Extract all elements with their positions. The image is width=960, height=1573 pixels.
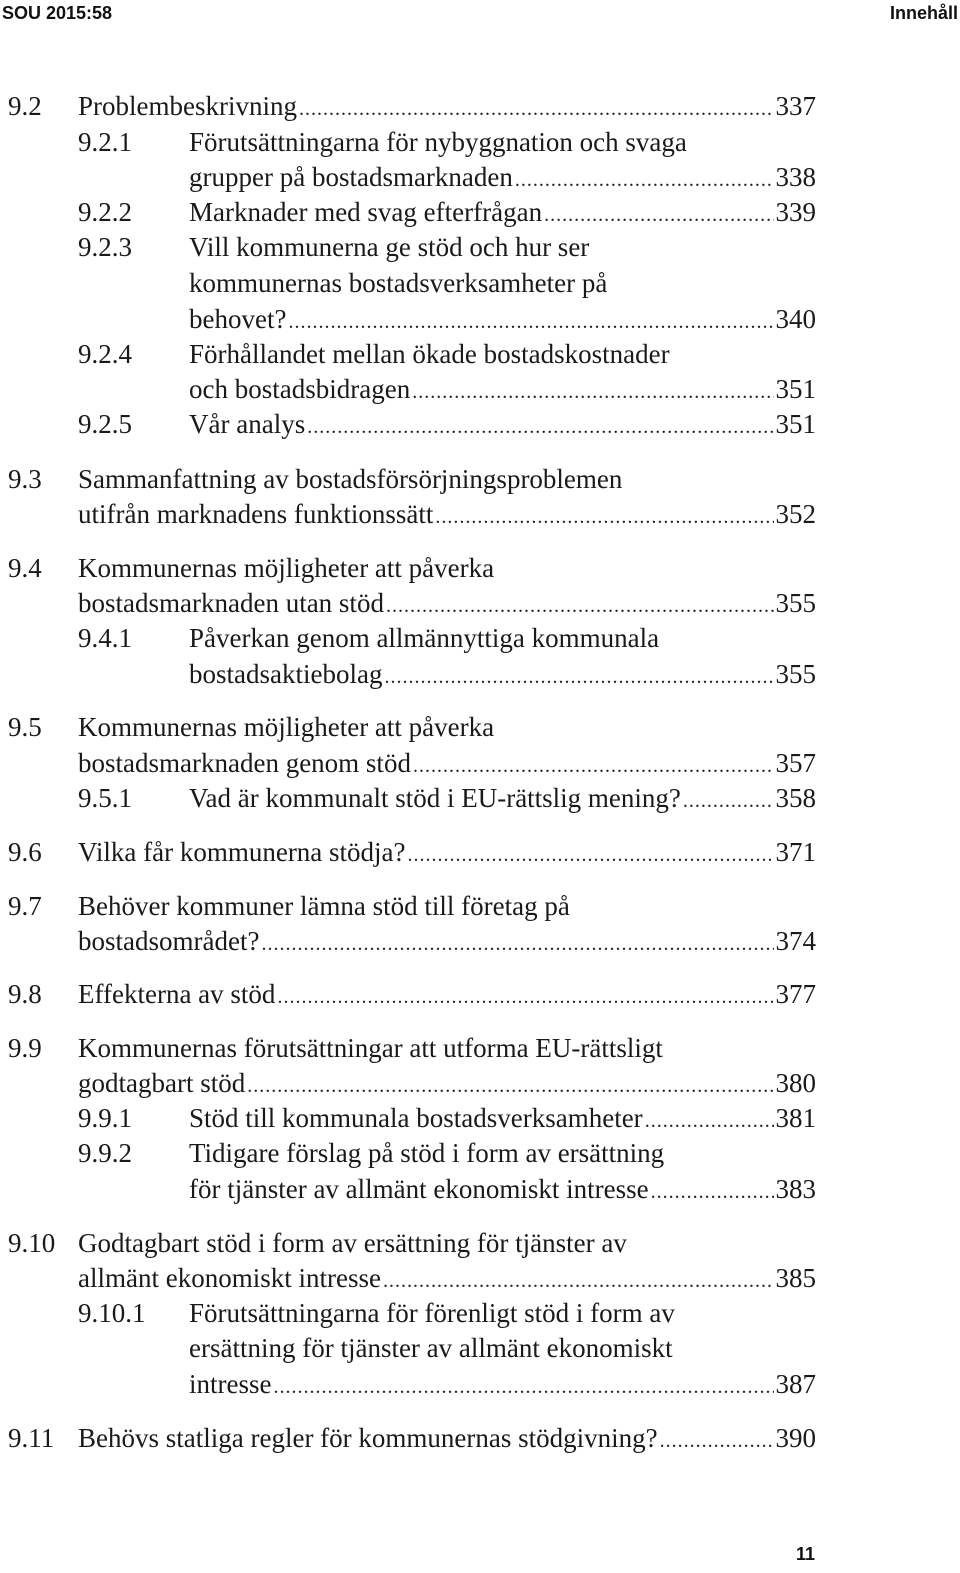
- toc-entry-title: Problembeskrivning: [78, 88, 299, 124]
- toc-entry-title: Behövs statliga regler för kommunernas stödgivning?: [78, 1420, 660, 1456]
- toc-entry-title: Förhållandet mellan ökade bostadskostnader: [189, 339, 670, 369]
- toc-entry-page: 387: [774, 1366, 817, 1402]
- toc-entry-link[interactable]: [78, 88, 816, 124]
- section-title: Innehåll: [889, 3, 958, 23]
- toc-entry-page: 380: [774, 1065, 817, 1101]
- toc-entry-number: 9.4.1: [78, 623, 132, 653]
- toc-entry-number: 9.10: [8, 1228, 56, 1258]
- dot-leader: [544, 197, 773, 233]
- toc-entry-number: 9.6: [8, 837, 42, 867]
- dot-leader: [288, 304, 773, 340]
- toc-entry-number: 9.9: [8, 1033, 42, 1063]
- dot-leader: [307, 409, 773, 445]
- toc-entry-page: 337: [774, 88, 817, 124]
- toc-entry-title: godtagbart stöd: [78, 1065, 247, 1101]
- toc-entry-link[interactable]: [78, 745, 816, 781]
- toc-entry-page: 355: [774, 585, 817, 621]
- document-id: SOU 2015:58: [2, 3, 113, 23]
- toc-entry-link[interactable]: [78, 976, 816, 1012]
- toc-entry-title: Behöver kommuner lämna stöd till företag på: [78, 891, 570, 921]
- toc-entry-link[interactable]: [78, 1260, 816, 1296]
- toc-entry-title: Stöd till kommunala bostadsverksamheter: [189, 1100, 645, 1136]
- toc-entry-title: Kommunernas förutsättningar att utforma EU-rättsligt: [78, 1033, 663, 1063]
- toc-entry-title: Kommunernas möjligheter att påverka: [78, 712, 495, 742]
- toc-entry-number: 9.10.1: [78, 1298, 146, 1328]
- toc-entry-link[interactable]: [189, 406, 816, 442]
- toc-entry-page: 339: [774, 194, 817, 230]
- toc-entry-number: 9.5: [8, 712, 42, 742]
- toc-entry-title: Vår analys: [189, 406, 307, 442]
- dot-leader: [515, 162, 774, 198]
- toc-entry-title: Godtagbart stöd i form av ersättning för tjänster av: [78, 1228, 627, 1258]
- toc-entry-title: Förutsättningarna för nybyggnation och svaga: [189, 127, 687, 157]
- running-header: [0, 0, 960, 30]
- toc-entry-link[interactable]: [189, 194, 816, 230]
- dot-leader: [413, 748, 774, 784]
- toc-entry-page: 381: [774, 1100, 817, 1136]
- toc-entry-link[interactable]: [189, 1366, 816, 1402]
- toc-entry-link[interactable]: [189, 159, 816, 195]
- dot-leader: [651, 1174, 774, 1210]
- toc-entry-link[interactable]: [189, 780, 816, 816]
- toc-entry-number: 9.2: [8, 91, 42, 121]
- toc-entry-number: 9.9.2: [78, 1138, 132, 1168]
- toc-entry-page: 357: [774, 745, 817, 781]
- toc-entry-page: 377: [774, 976, 817, 1012]
- toc-entry-number: 9.3: [8, 464, 42, 494]
- toc-entry-title: behovet?: [189, 301, 288, 337]
- dot-leader: [273, 1369, 773, 1405]
- page-number: 11: [795, 1544, 815, 1564]
- toc-entry-title: och bostadsbidragen: [189, 371, 412, 407]
- toc-entry-page: 351: [774, 371, 817, 407]
- toc-entry-title: ersättning för tjänster av allmänt ekonomiskt: [189, 1333, 673, 1363]
- toc-entry-title: Tidigare förslag på stöd i form av ersättning: [189, 1138, 665, 1168]
- toc-entry-page: 352: [774, 496, 817, 532]
- toc-entry-title: för tjänster av allmänt ekonomiskt intresse: [189, 1171, 651, 1207]
- toc-entry-page: 374: [774, 923, 817, 959]
- toc-entry-number: 9.2.3: [78, 232, 132, 262]
- toc-entry-link[interactable]: [78, 1065, 816, 1101]
- toc-entry-title: Vilka får kommunerna stödja?: [78, 834, 408, 870]
- toc-entry-title: allmänt ekonomiskt intresse: [78, 1260, 383, 1296]
- toc-entry-link[interactable]: [189, 371, 816, 407]
- dot-leader: [384, 659, 773, 695]
- toc-entry-link[interactable]: [189, 656, 816, 692]
- toc-entry-page: 385: [774, 1260, 817, 1296]
- toc-entry-number: 9.7: [8, 891, 42, 921]
- toc-entry-link[interactable]: [78, 923, 816, 959]
- toc-entry-link[interactable]: [189, 301, 816, 337]
- toc-entry-page: 351: [774, 406, 817, 442]
- dot-leader: [261, 926, 773, 962]
- toc-entry-title: bostadsområdet?: [78, 923, 261, 959]
- dot-leader: [683, 783, 774, 819]
- toc-entry-link[interactable]: [78, 496, 816, 532]
- toc-entry-page: 340: [774, 301, 817, 337]
- dot-leader: [435, 499, 773, 535]
- toc-entry-title: intresse: [189, 1366, 273, 1402]
- dot-leader: [645, 1103, 774, 1139]
- toc-entry-title: Förutsättningarna för förenligt stöd i form av: [189, 1298, 675, 1328]
- toc-entry-link[interactable]: [189, 1100, 816, 1136]
- toc-entry-title: bostadsmarknaden genom stöd: [78, 745, 413, 781]
- toc-entry-link[interactable]: [78, 1420, 816, 1456]
- toc-entry-title: bostadsmarknaden utan stöd: [78, 585, 386, 621]
- toc-entry-page: 355: [774, 656, 817, 692]
- toc-entry-number: 9.4: [8, 553, 42, 583]
- toc-entry-title: utifrån marknadens funktionssätt: [78, 496, 435, 532]
- dot-leader: [412, 374, 773, 410]
- toc-entry-page: 390: [774, 1420, 817, 1456]
- dot-leader: [660, 1423, 774, 1459]
- toc-entry-link[interactable]: [78, 834, 816, 870]
- toc-entry-title: grupper på bostadsmarknaden: [189, 159, 515, 195]
- toc-entry-number: 9.11: [8, 1423, 55, 1453]
- toc-entry-number: 9.5.1: [78, 783, 132, 813]
- toc-entry-number: 9.2.2: [78, 197, 132, 227]
- dot-leader: [386, 588, 774, 624]
- toc-entry-title: Vad är kommunalt stöd i EU-rättslig mening?: [189, 780, 683, 816]
- toc-entry-title: Vill kommunerna ge stöd och hur ser: [189, 232, 590, 262]
- toc-entry-link[interactable]: [189, 1171, 816, 1207]
- toc-entry-title: Sammanfattning av bostadsförsörjningsproblemen: [78, 464, 623, 494]
- toc-entry-number: 9.2.5: [78, 409, 132, 439]
- toc-entry-title: kommunernas bostadsverksamheter på: [189, 268, 608, 298]
- toc-entry-title: Marknader med svag efterfrågan: [189, 194, 544, 230]
- toc-entry-title: Effekterna av stöd: [78, 976, 277, 1012]
- toc-entry-title: Påverkan genom allmännyttiga kommunala: [189, 623, 660, 653]
- dot-leader: [299, 91, 774, 127]
- toc-entry-page: 358: [774, 780, 817, 816]
- toc-entry-page: 383: [774, 1171, 817, 1207]
- toc-entry-number: 9.8: [8, 979, 42, 1009]
- toc-entry-title: Kommunernas möjligheter att påverka: [78, 553, 495, 583]
- dot-leader: [383, 1263, 774, 1299]
- dot-leader: [247, 1068, 773, 1104]
- toc-entry-title: bostadsaktiebolag: [189, 656, 384, 692]
- toc-entry-link[interactable]: [78, 585, 816, 621]
- toc-entry-number: 9.2.4: [78, 339, 132, 369]
- toc-entry-number: 9.2.1: [78, 127, 132, 157]
- toc-entry-page: 338: [774, 159, 817, 195]
- toc-entry-page: 371: [774, 834, 817, 870]
- dot-leader: [277, 979, 773, 1015]
- toc-entry-number: 9.9.1: [78, 1103, 132, 1133]
- dot-leader: [408, 837, 774, 873]
